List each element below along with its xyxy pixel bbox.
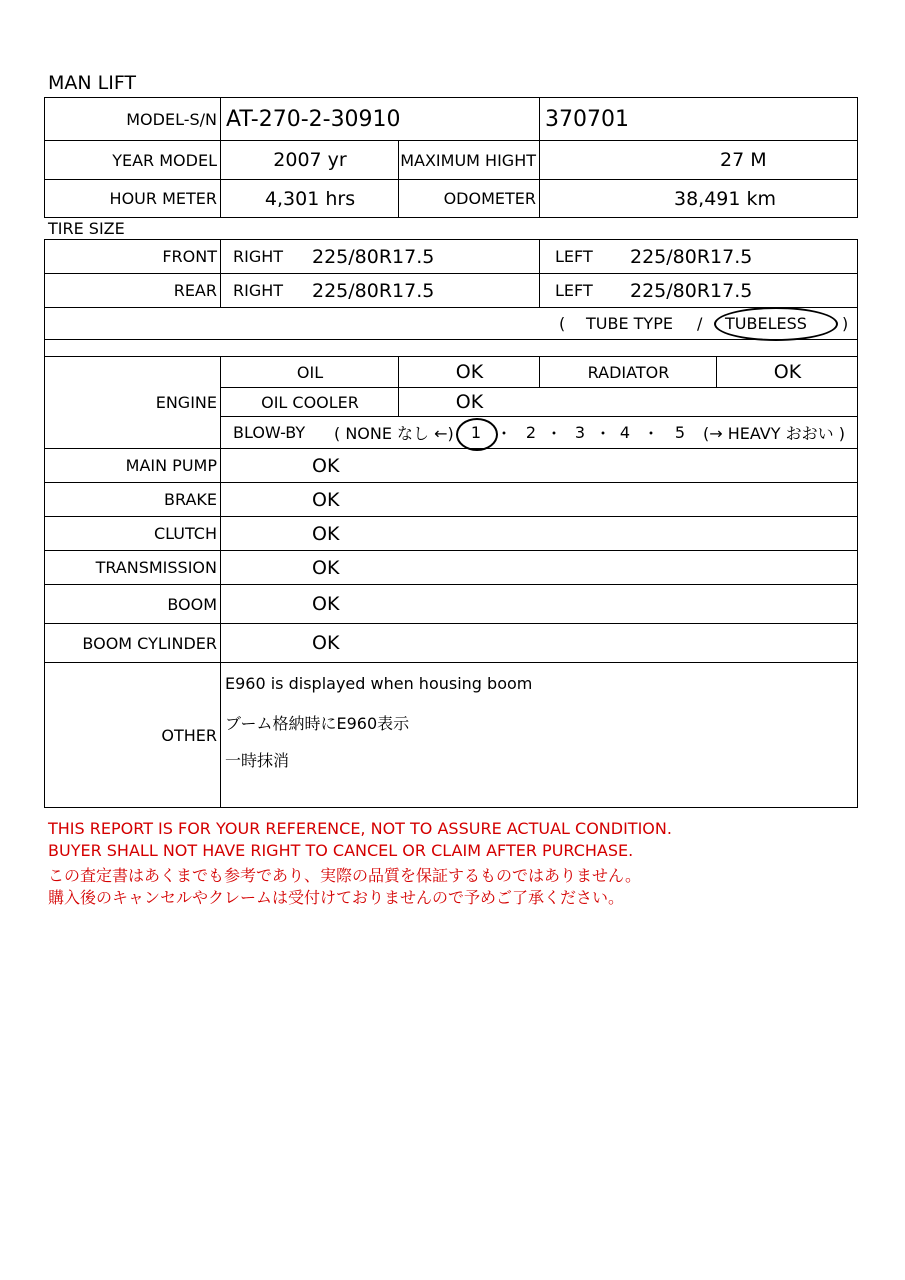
front-right-label: RIGHT: [233, 247, 284, 266]
blowby-sep: ・: [496, 424, 513, 443]
tire-type-slash: /: [697, 314, 703, 333]
blowby-sep: ・: [595, 424, 612, 443]
front-left-label: LEFT: [555, 247, 593, 266]
blowby-level-2: 2: [525, 423, 537, 442]
tubeless-option: TUBELESS: [725, 314, 807, 333]
tire-type-open: (: [559, 314, 566, 333]
disclaimer-line: 購入後のキャンセルやクレームは受付けておりませんので予めご了承ください。: [48, 888, 625, 907]
other-note-line: 一時抹消: [225, 751, 290, 770]
disclaimer-line: この査定書はあくまでも参考であり、実際の品質を保証するものではありません。: [48, 866, 641, 885]
radiator-value: OK: [773, 361, 802, 383]
tire-type-close: ): [842, 314, 849, 333]
max-height-value: 27 M: [720, 149, 767, 171]
hour-meter-label: HOUR METER: [109, 189, 217, 208]
other-note-line: E960 is displayed when housing boom: [225, 674, 533, 693]
oil-value: OK: [455, 361, 484, 383]
model-value: AT-270-2-30910: [226, 106, 401, 132]
max-height-label: MAXIMUM HIGHT: [400, 150, 536, 170]
blowby-label: BLOW-BY: [233, 423, 306, 442]
transmission-value: OK: [312, 556, 340, 579]
transmission-label: TRANSMISSION: [95, 558, 217, 577]
main-pump-label: MAIN PUMP: [125, 456, 217, 475]
rear-right-value: 225/80R17.5: [312, 279, 435, 302]
blowby-selected-circle: [456, 418, 498, 451]
boom-value: OK: [312, 593, 340, 615]
radiator-label: RADIATOR: [587, 362, 670, 382]
other-label: OTHER: [161, 725, 217, 745]
boom-cylinder-value: OK: [312, 632, 340, 654]
rear-right-label: RIGHT: [233, 281, 284, 300]
rear-left-label: LEFT: [555, 281, 593, 300]
model-sn-label: MODEL-S/N: [126, 109, 217, 129]
tube-type-option: TUBE TYPE: [586, 314, 673, 333]
other-note-line: ブーム格納時にE960表示: [225, 714, 410, 733]
main-pump-value: OK: [312, 454, 340, 477]
tubeless-selected-circle: [714, 307, 838, 341]
rear-label: REAR: [173, 281, 217, 300]
tire-size-heading: TIRE SIZE: [48, 219, 125, 238]
disclaimer-line: BUYER SHALL NOT HAVE RIGHT TO CANCEL OR CLAIM AFTER PURCHASE.: [48, 841, 634, 860]
blowby-level-3: 3: [574, 423, 586, 442]
brake-value: OK: [312, 488, 340, 511]
blowby-level-5: 5: [674, 423, 686, 442]
boom-label: BOOM: [167, 594, 217, 614]
clutch-label: CLUTCH: [153, 524, 217, 543]
odometer-label: ODOMETER: [443, 189, 536, 208]
blowby-heavy: (→ HEAVY おおい ): [703, 424, 845, 443]
blowby-sep: ・: [643, 424, 660, 443]
engine-label: ENGINE: [155, 393, 217, 412]
blowby-none: ( NONE なし ←): [334, 424, 454, 443]
oil-label: OIL: [296, 362, 324, 382]
blowby-sep: ・: [546, 424, 563, 443]
hour-meter-value: 4,301 hrs: [264, 187, 356, 210]
rear-left-value: 225/80R17.5: [630, 279, 753, 302]
clutch-value: OK: [312, 522, 340, 545]
front-label: FRONT: [162, 247, 217, 266]
page-title: MAN LIFT: [48, 72, 137, 94]
boom-cylinder-label: BOOM CYLINDER: [82, 633, 217, 653]
serial-value: 370701: [545, 106, 629, 132]
odometer-value: 38,491 km: [674, 187, 777, 210]
oil-cooler-value: OK: [455, 391, 484, 413]
blowby-level-4: 4: [619, 423, 631, 442]
front-left-value: 225/80R17.5: [630, 245, 753, 268]
brake-label: BRAKE: [164, 490, 217, 509]
front-right-value: 225/80R17.5: [312, 245, 435, 268]
oil-cooler-label: OIL COOLER: [261, 392, 359, 412]
year-model-value: 2007 yr: [273, 149, 347, 171]
year-model-label: YEAR MODEL: [112, 150, 217, 170]
disclaimer-line: THIS REPORT IS FOR YOUR REFERENCE, NOT TO ASSURE ACTUAL CONDITION.: [48, 819, 672, 838]
blowby-level-1: 1: [470, 423, 482, 442]
